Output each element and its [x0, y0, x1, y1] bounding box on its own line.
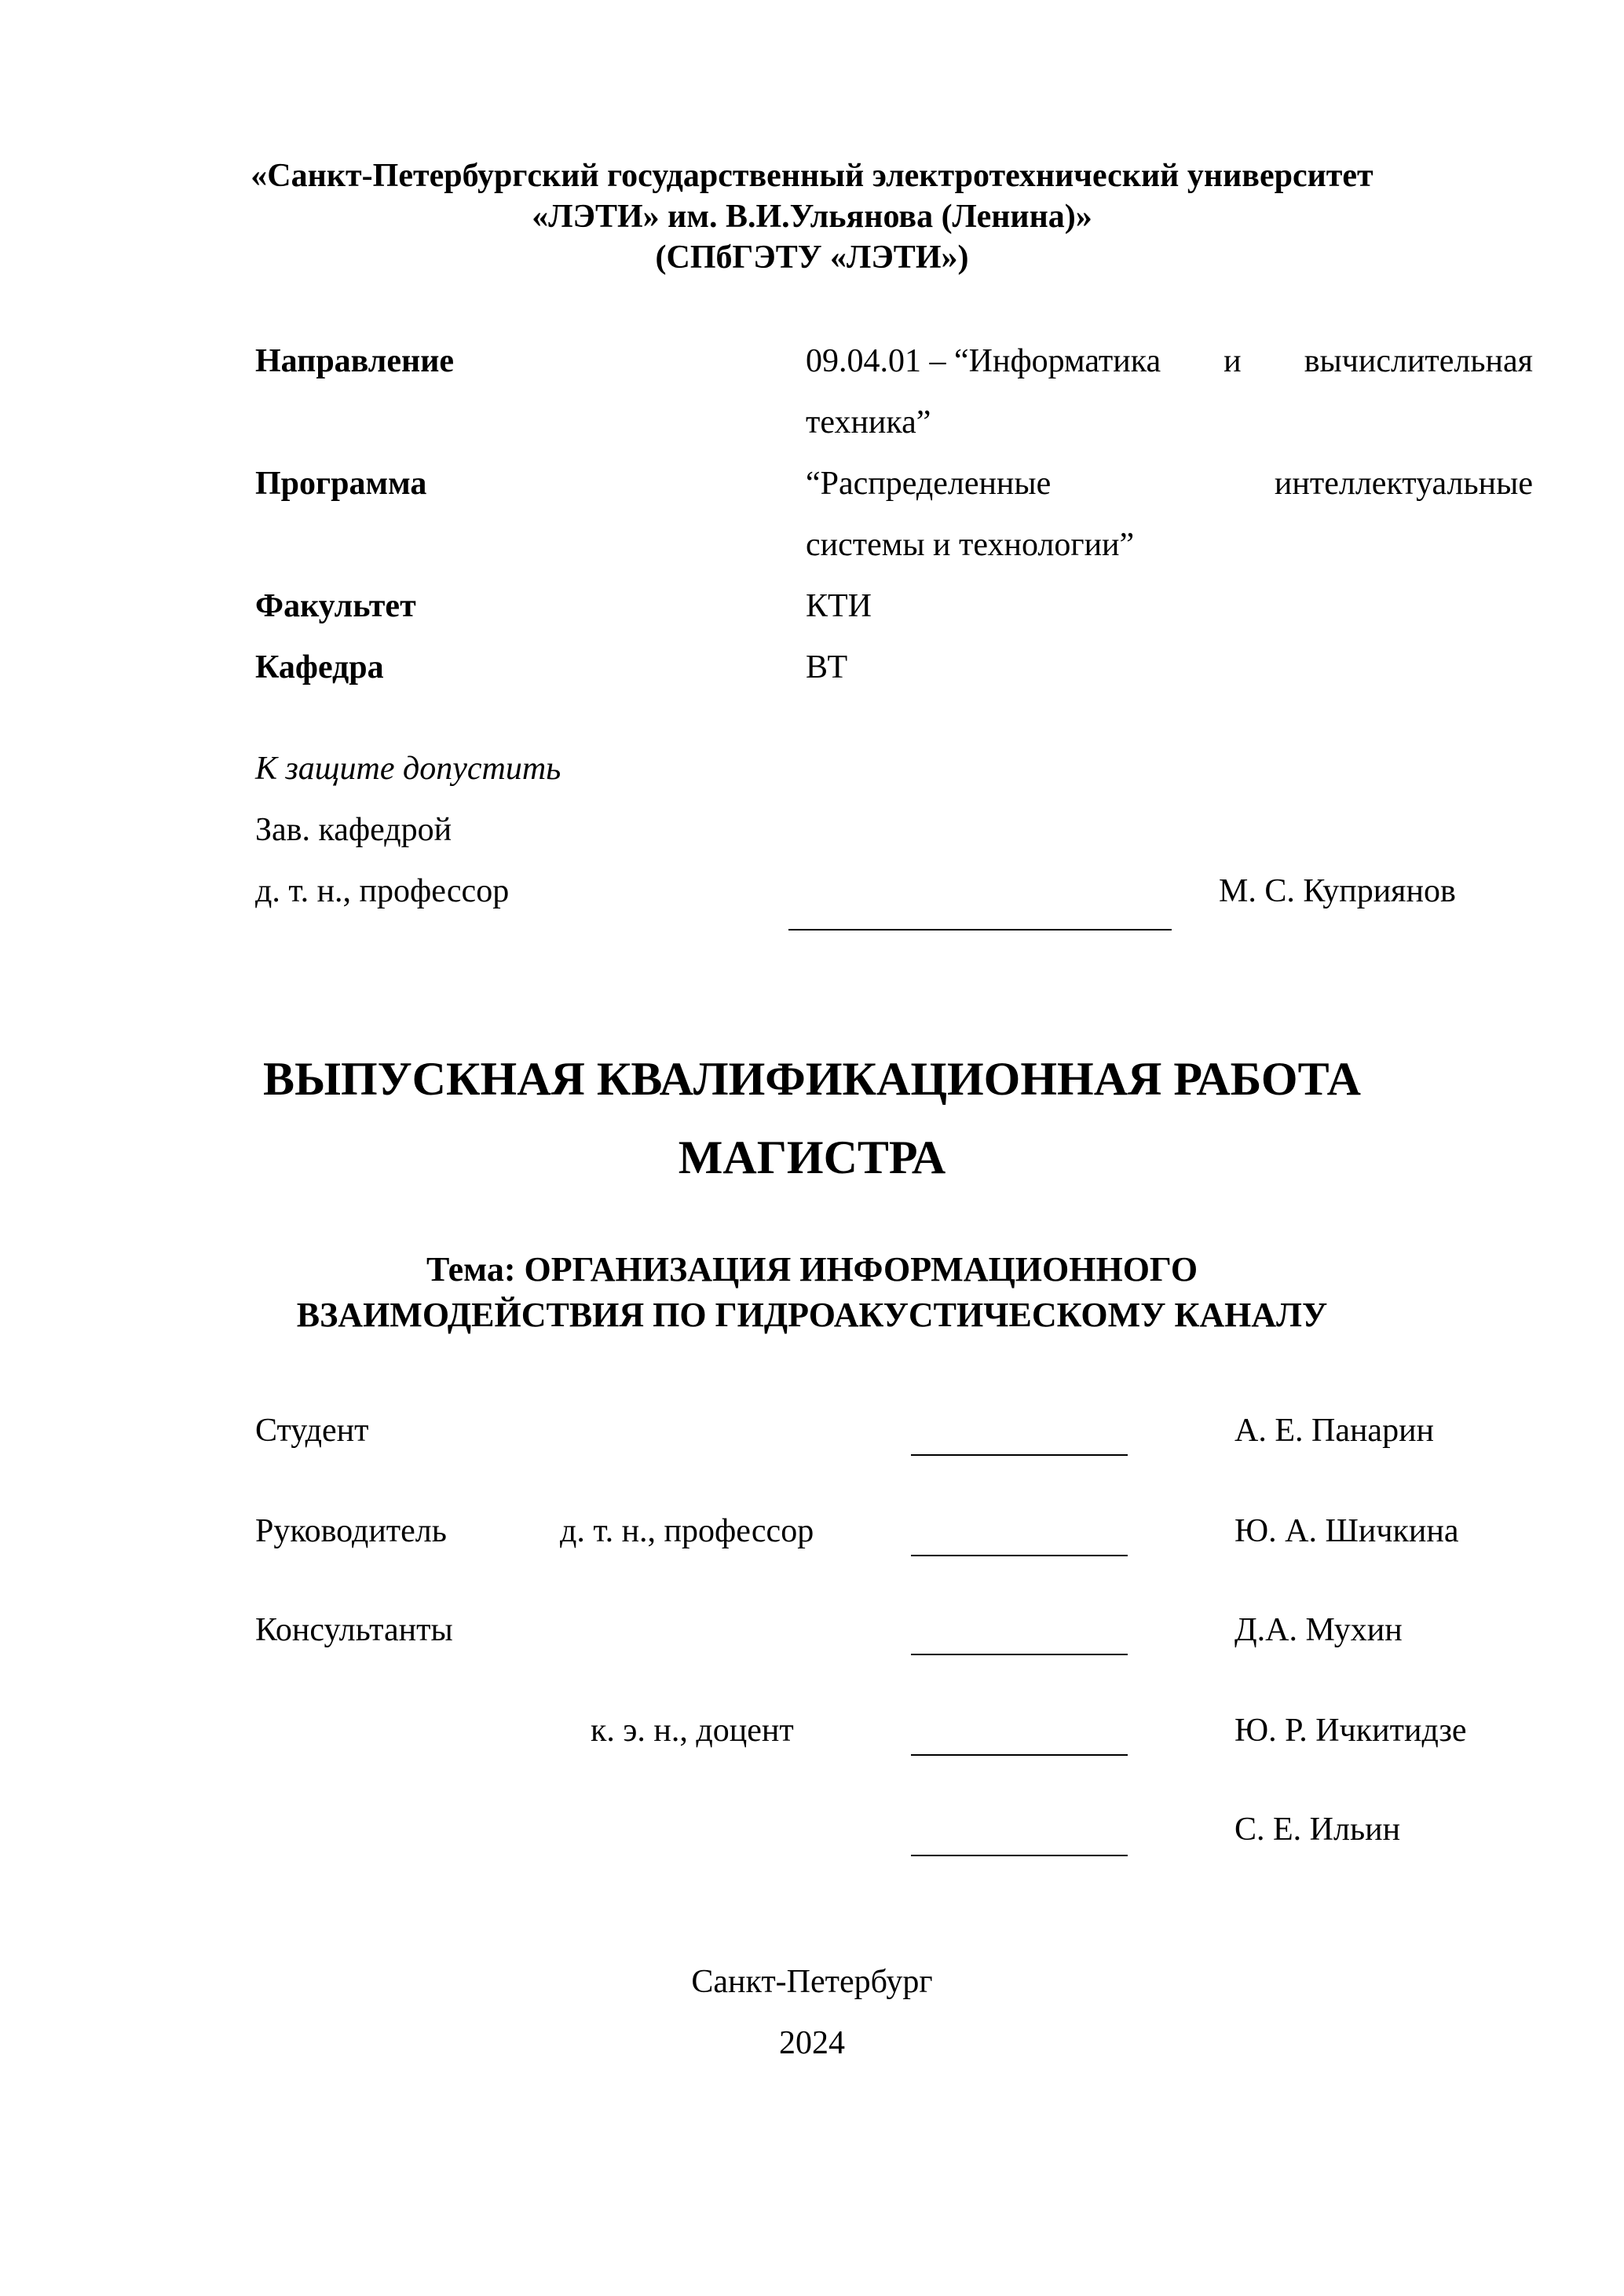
head-name: М. С. Куприянов	[1219, 873, 1456, 909]
consultant-1-signature-line	[911, 1654, 1128, 1655]
program-distributed-text: “Распределенные	[806, 466, 1052, 502]
consultant-1-name: Д.А. Мухин	[1234, 1612, 1403, 1648]
supervisor-signature-line	[911, 1555, 1128, 1556]
consultant-2-degree: к. э. н., доцент	[591, 1713, 794, 1749]
head-degree: д. т. н., профессор	[255, 873, 510, 909]
student-name: А. Е. Панарин	[1234, 1413, 1435, 1449]
admit-to-defense: К защите допустить	[255, 751, 561, 787]
head-of-department: Зав. кафедрой	[255, 812, 452, 848]
department-value: ВТ	[806, 649, 848, 686]
program-value-line-2: системы и технологии”	[806, 527, 1135, 563]
consultants-role: Консультанты	[255, 1612, 453, 1648]
department-label: Кафедра	[255, 649, 384, 686]
direction-code-text: 09.04.01 – “Информатика	[806, 343, 1161, 379]
university-name-line-2: «ЛЭТИ» им. В.И.Ульянова (Ленина)»	[532, 199, 1092, 235]
faculty-value: КТИ	[806, 588, 872, 624]
consultant-2-signature-line	[911, 1754, 1128, 1756]
work-title-line-2: МАГИСТРА	[678, 1132, 946, 1183]
supervisor-name: Ю. А. Шичкина	[1234, 1513, 1459, 1549]
consultant-3-name: С. Е. Ильин	[1234, 1812, 1401, 1848]
head-signature-line	[788, 929, 1172, 930]
program-intelligent-text: интеллектуальные	[1274, 466, 1533, 502]
consultant-2-name: Ю. Р. Ичкитидзе	[1234, 1713, 1467, 1749]
student-role: Студент	[255, 1413, 369, 1449]
direction-computing-text: вычислительная	[1304, 343, 1533, 379]
work-title-line-1: ВЫПУСКНАЯ КВАЛИФИКАЦИОННАЯ РАБОТА	[263, 1053, 1361, 1105]
university-abbreviation: (СПбГЭТУ «ЛЭТИ»)	[655, 239, 969, 276]
program-value-line-1	[806, 465, 1533, 503]
student-signature-line	[911, 1454, 1128, 1456]
consultant-3-signature-line	[911, 1855, 1128, 1856]
direction-and-text: и	[1223, 343, 1242, 379]
direction-label: Направление	[255, 343, 455, 379]
topic-line-1: Тема: ОРГАНИЗАЦИЯ ИНФОРМАЦИОННОГО	[426, 1250, 1198, 1289]
city: Санкт-Петербург	[691, 1964, 933, 2000]
topic-line-2: ВЗАИМОДЕЙСТВИЯ ПО ГИДРОАКУСТИЧЕСКОМУ КАНАЛУ	[296, 1296, 1328, 1334]
direction-value-line-1	[806, 342, 1533, 380]
supervisor-role: Руководитель	[255, 1513, 447, 1549]
direction-value-line-2: техника”	[806, 404, 931, 441]
university-name-line-1: «Санкт-Петербургский государственный электротехнический университет	[251, 158, 1373, 194]
faculty-label: Факультет	[255, 588, 416, 624]
year: 2024	[779, 2025, 845, 2061]
program-label: Программа	[255, 466, 427, 502]
supervisor-degree: д. т. н., профессор	[560, 1513, 814, 1549]
